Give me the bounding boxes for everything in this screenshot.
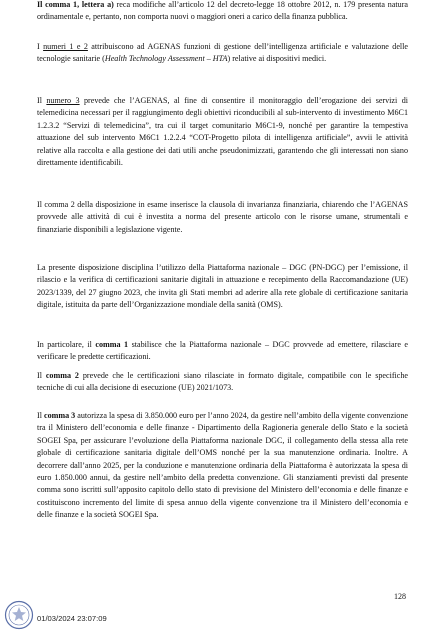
paragraph-comma-1	[37, 0, 408, 24]
text-span: I	[37, 42, 44, 51]
text-span: ) relative ai dispositivi medici.	[227, 54, 327, 64]
text-span: stabilisce che la Piattaforma nazionale – DGC provvede ad emettere, rilasciare e verificare le predette certificazioni.	[37, 340, 408, 362]
comma-1-lead: Il comma 1, lettera a)	[37, 0, 114, 9]
text-span: Il	[37, 411, 44, 420]
comma-1-text: reca modifiche all’articolo 12 del decreto-legge 18 ottobre 2012, n. 179 presenta natura ordinamentale e, pertanto, non comporta nuovi o maggiori oneri a carico della finanza pubblica.	[37, 0, 408, 22]
text-span: attribuiscono ad AGENAS funzioni di gestione dell’intelligenza artificiale e valutazione delle tecnologie sanitarie (	[37, 42, 408, 64]
text-span: Il comma 2 della disposizione in esame inserisce la clausola di invarianza finanziaria, chiarendo che l’AGENAS provvede alle attività di cui è investita a norma del presente articolo con le risorse umane, strumentali e finanziarie disponibili a legislazione vigente.	[37, 200, 408, 234]
comma-1-ref: comma 1	[95, 340, 129, 349]
paragraph-numeri-1-2	[37, 41, 408, 66]
paragraph-art43-comma-2	[37, 370, 408, 395]
numeri-1-2-ref: numeri 1 e 2	[43, 42, 88, 51]
text-span: La presente disposizione disciplina l’utilizzo della Piattaforma nazionale – DGC (PN-DGC) per l’emissione, il rilascio e la verifica di certificazioni sanitarie digitali in attuazione e recepimento della Raccomandazione (UE) 2023/1339, del 27 giugno 2023, che invita gli Stati membri ad aderire alla rete globale di certificazione sanitaria digitale, istituita da parte dell’Organizzazione mondiale della sanità (OMS).	[37, 263, 408, 310]
text-span: prevede che l’AGENAS, al fine di consentire il monitoraggio dell’erogazione dei servizi di telemedicina necessari per il raggiungimento degli obiettivi riconducibili al sub-intervento di investimento M6C1 1.2.3.2 “Servizi di telemedicina”, tra cui il target comunitario M6C1-9, nonché per garantire la tempestiva attuazione del sub intervento M6C1 1.2.2.4 “COT-Progetto pilota di intelligenza artificiale”, avvii le attività relative alla raccolta e alla gestione dei dati utili anche pseudonimizzati, garantendo che gli interessati non siano direttamente identificabili.	[37, 96, 408, 168]
comma-3-ref: comma 3	[43, 411, 76, 420]
hta-term: Health Technology Assessment – HTA	[104, 54, 228, 64]
text-span: prevede che le certificazioni siano rilasciate in formato digitale, compatibile con le specifiche tecniche di cui alla decisione di esecuzione (UE) 2021/1073.	[37, 371, 409, 393]
print-timestamp: 01/03/2024 23:07:09	[37, 614, 107, 623]
text-span: Il	[37, 371, 46, 380]
comma-2-ref: comma 2	[45, 371, 79, 380]
paragraph-comma-2-invarianza	[37, 199, 408, 236]
text-span: In particolare, il	[37, 340, 96, 349]
paragraph-art43-intro	[37, 262, 408, 312]
page-number: 128	[394, 592, 406, 601]
paragraph-art43-comma-1	[37, 339, 408, 364]
numero-3-ref: numero 3	[46, 96, 80, 105]
paragraph-art43-comma-3	[37, 410, 408, 522]
text-span: autorizza la spesa di 3.850.000 euro per l’anno 2024, da gestire nell’ambito della vigente convenzione tra il Ministero dell’economia e delle finanze - Dipartimento della Ragioneria generale dello Stato e la società SOGEI Spa, per assicurare l’evoluzione della Piattaforma nazionale DGC, il collegamento della stessa alla rete globale di certificazione sanitaria digitale dell’OMS nonché per la sua manutenzione ordinaria. Inoltre. A decorrere dall’anno 2025, per la conduzione e manutenzione ordinaria della Piattaforma è autorizzata la spesa di euro 1.850.000 annui, da gestire nell’ambito della predetta convenzione. Gli stanziamenti previsti dal presente comma sono iscritti sull’apposito capitolo dello stato di previsione del Ministero dell’economia e delle finanze e costituiscono incremento del limite di spesa annuo della vigente convenzione tra il Ministero dell’economia e delle finanze e la società SOGEI Spa.	[37, 411, 408, 520]
text-span: Il	[37, 96, 47, 105]
paragraph-numero-3	[37, 95, 408, 169]
official-seal-icon	[4, 600, 34, 630]
